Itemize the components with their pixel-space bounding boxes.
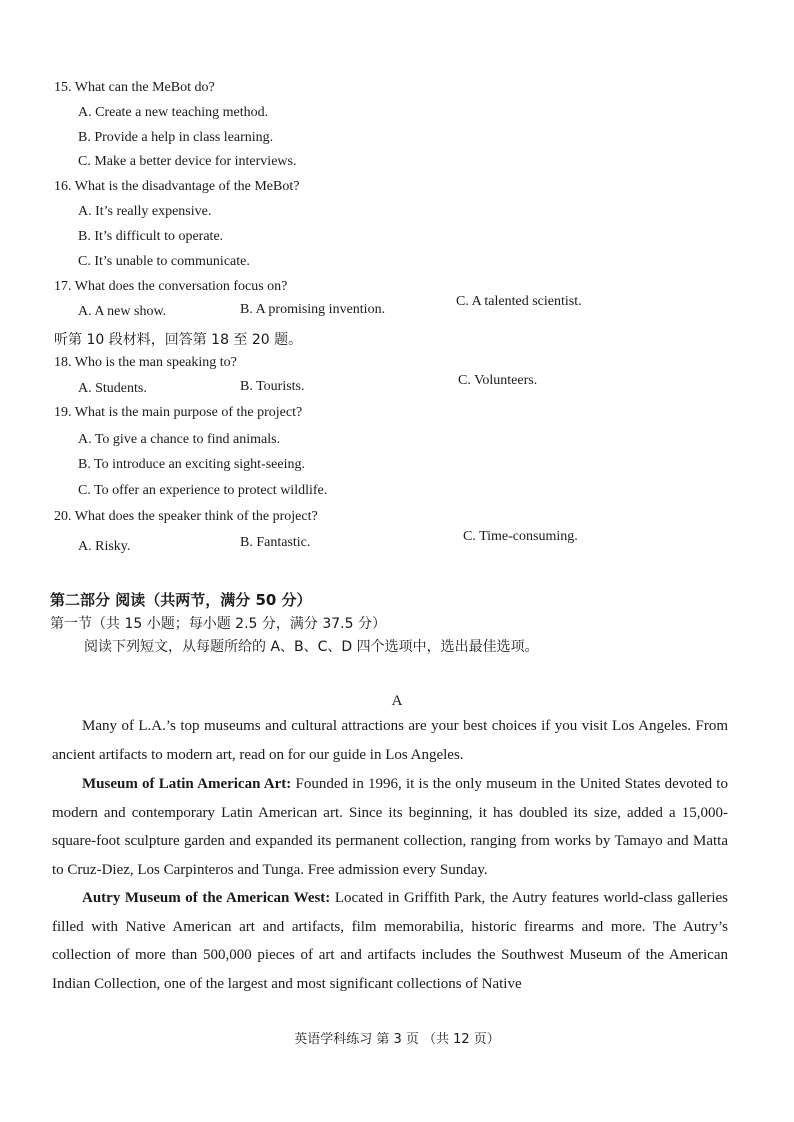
- passage-label: A: [391, 693, 403, 709]
- option-c: C. To offer an experience to protect wildlife.: [78, 483, 328, 498]
- museum-name: Museum of Latin American Art:: [82, 776, 292, 792]
- option-b: B. To introduce an exciting sight-seeing.: [78, 457, 305, 472]
- question-stem: 19. What is the main purpose of the project?: [54, 405, 303, 420]
- question-stem: 18. Who is the man speaking to?: [54, 355, 237, 370]
- passage-paragraph-2: [52, 884, 728, 998]
- section-one-title: 第一节（共 15 小题；每小题 2.5 分，满分 37.5 分）: [50, 616, 386, 632]
- option-c: C. It’s unable to communicate.: [78, 254, 250, 269]
- option-b: B. Fantastic.: [240, 535, 311, 550]
- question-stem: 17. What does the conversation focus on?: [54, 279, 288, 294]
- question-stem: 15. What can the MeBot do?: [54, 80, 215, 95]
- option-c: C. Volunteers.: [458, 373, 538, 388]
- question-stem: 16. What is the disadvantage of the MeBot?: [54, 179, 300, 194]
- option-c: C. Make a better device for interviews.: [78, 154, 297, 169]
- listening-instruction: 听第 10 段材料，回答第 18 至 20 题。: [54, 332, 303, 348]
- option-a: A. To give a chance to find animals.: [78, 432, 281, 447]
- option-b: B. Tourists.: [240, 379, 305, 394]
- intro-text: Many of L.A.’s top museums and cultural attractions are your best choices if you visit Los Angeles. From ancient artifacts to modern art, read on for our guide in Los Angeles.: [52, 718, 728, 763]
- option-b: B. A promising invention.: [240, 302, 386, 317]
- option-b: B. Provide a help in class learning.: [78, 130, 274, 145]
- part-two-title: 第二部分 阅读（共两节，满分 50 分）: [50, 591, 312, 609]
- option-a: A. Risky.: [78, 539, 131, 554]
- museum-description: Located in Griffith Park, the Autry features world-class galleries filled with Native American art and artifacts, film memorabilia, historic firearms and more. The Autry’s collection of more than 500,000 pieces of art and artifacts includes the Southwest Museum of the American Indian Collection, one of the largest and most significant collections of Native: [52, 890, 728, 992]
- page-footer: 英语学科练习 第 3 页 （共 12 页）: [294, 1032, 500, 1047]
- section-one-instruction: 阅读下列短文，从每题所给的 A、B、C、D 四个选项中，选出最佳选项。: [84, 639, 539, 655]
- option-a: A. Create a new teaching method.: [78, 105, 269, 120]
- passage-paragraph-1: [52, 770, 728, 884]
- passage-intro: [52, 712, 728, 769]
- option-c: C. A talented scientist.: [456, 294, 582, 309]
- option-b: B. It’s difficult to operate.: [78, 229, 224, 244]
- museum-name: Autry Museum of the American West:: [82, 890, 331, 906]
- option-c: C. Time-consuming.: [463, 529, 578, 544]
- museum-description: Founded in 1996, it is the only museum in the United States devoted to modern and contemporary Latin American art. Since its beginning, it has doubled its size, added a 15,000-square-foot sculpture garden and expanded its permanent collection, ranging from works by Tamayo and Matta to Cruz-Diez, Los Carpinteros and Tunga. Free admission every Sunday.: [52, 776, 728, 878]
- question-stem: 20. What does the speaker think of the project?: [54, 509, 318, 524]
- option-a: A. A new show.: [78, 304, 167, 319]
- option-a: A. It’s really expensive.: [78, 204, 212, 219]
- option-a: A. Students.: [78, 381, 147, 396]
